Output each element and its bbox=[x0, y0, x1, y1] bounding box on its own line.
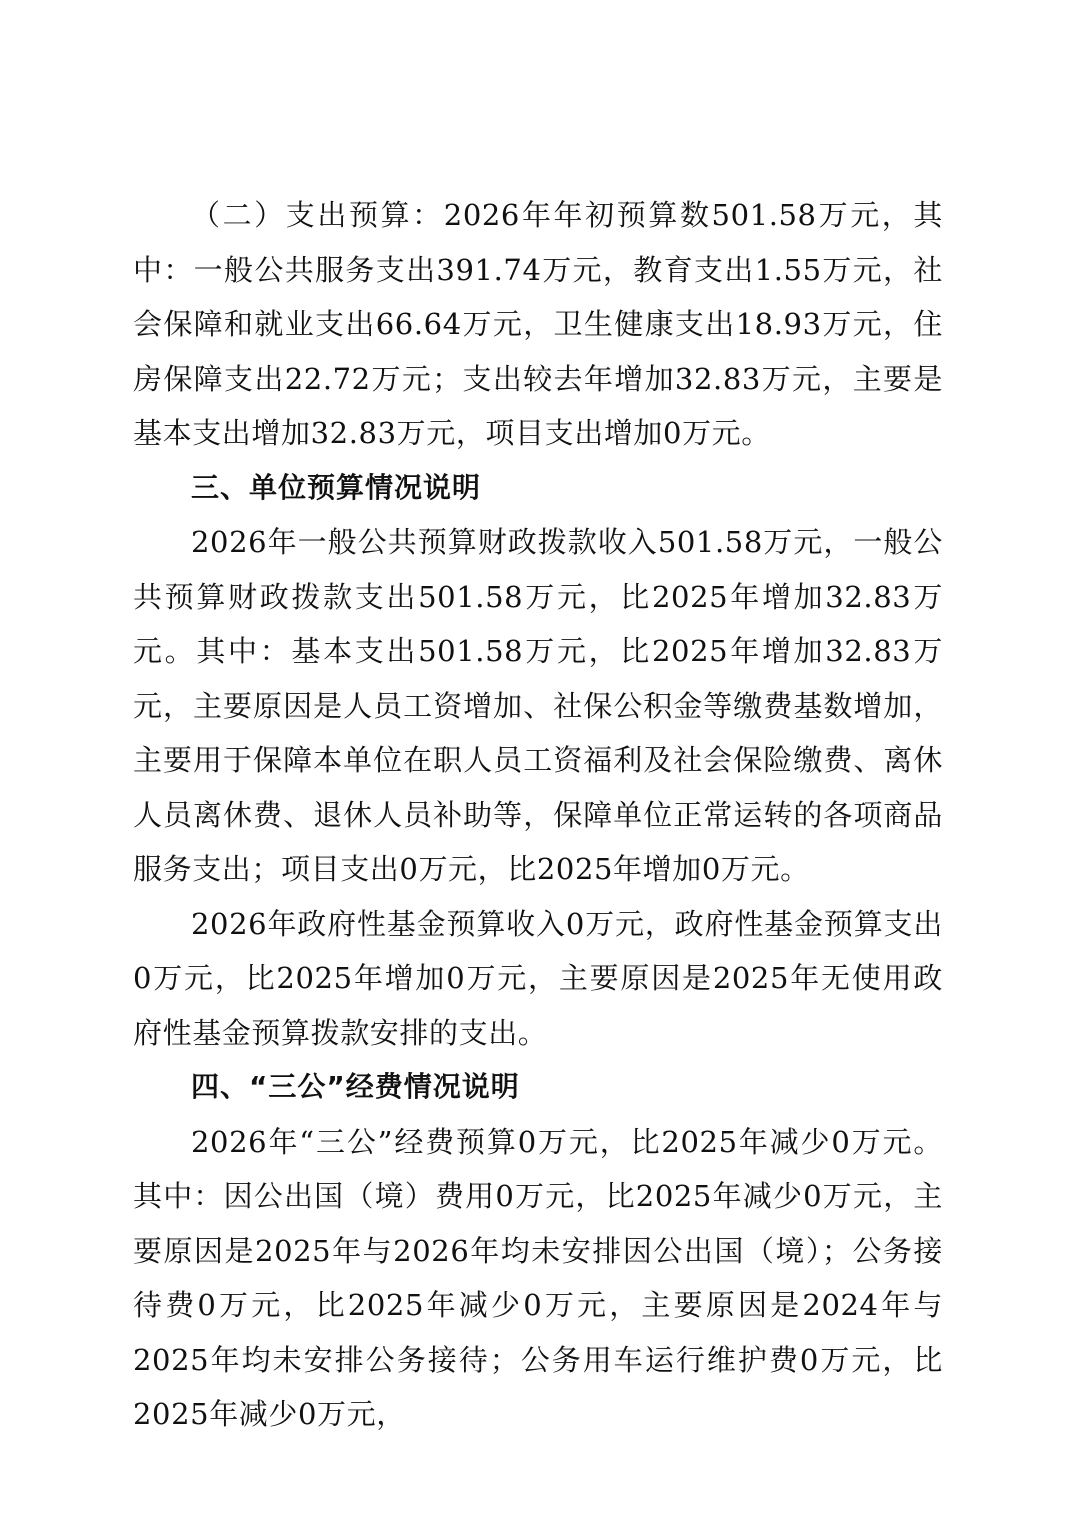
section-heading-unit-budget: 三、单位预算情况说明 bbox=[191, 470, 482, 504]
section-heading-three-public-expenses: 四、“三公”经费情况说明 bbox=[191, 1070, 520, 1103]
paragraph-general-public-budget: 2026年一般公共预算财政拨款收入501.58万元，一般公共预算财政拨款支出501.58万元，比2025年增加32.83万元。其中：基本支出501.58万元，比2025年增加32.83万元，主要原因是人员工资增加、社保公积金等缴费基数增加，主要用于保障本单位在职人员工资福利及社会保险缴费、离休人员离休费、退休人员补助等，保障单位正常运转的各项商品服务支出；项目支出0万元，比2025年增加0万元。 bbox=[133, 525, 943, 886]
paragraph-three-public-expenses: 2026年“三公”经费预算0万元，比2025年减少0万元。其中：因公出国（境）费用0万元，比2025年减少0万元，主要原因是2025年与2026年均未安排因公出国（境）；公务接待费0万元，比2025年减少0万元，主要原因是2024年与2025年均未安排公务接待；公务用车运行维护费0万元，比2025年减少0万元， bbox=[133, 1124, 943, 1431]
paragraph-expenditure-budget: （二）支出预算：2026年年初预算数501.58万元，其中：一般公共服务支出391.74万元，教育支出1.55万元，社会保障和就业支出66.64万元，卫生健康支出18.93万元，住房保障支出22.72万元；支出较去年增加32.83万元，主要是基本支出增加32.83万元，项目支出增加0万元。 bbox=[133, 198, 943, 450]
document-body bbox=[133, 188, 943, 1442]
paragraph-government-fund-budget: 2026年政府性基金预算收入0万元，政府性基金预算支出0万元，比2025年增加0万元，主要原因是2025年无使用政府性基金预算拨款安排的支出。 bbox=[133, 906, 943, 1050]
